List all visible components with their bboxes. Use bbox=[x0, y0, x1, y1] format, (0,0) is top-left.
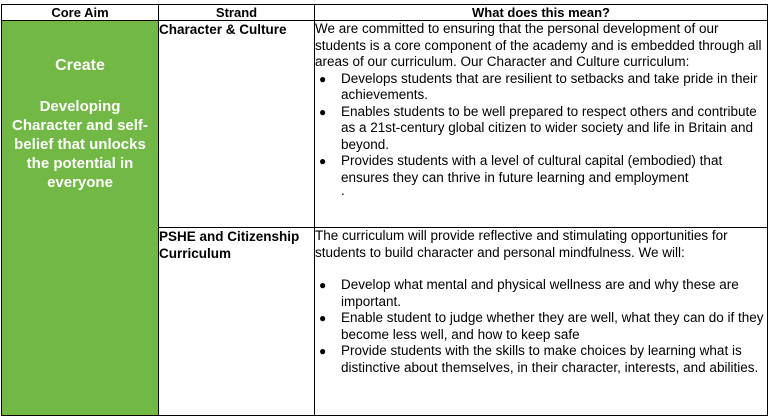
header-meaning: What does this mean? bbox=[315, 5, 768, 21]
meaning-list bbox=[315, 71, 767, 187]
strand-cell: PSHE and Citizenship Curriculum bbox=[159, 228, 315, 416]
meaning-intro: The curriculum will provide reflective and stimulating opportunities for students to build character and personal mindfulness. We will: bbox=[315, 228, 728, 260]
trailing-period: . bbox=[341, 183, 345, 198]
list-item bbox=[315, 71, 767, 104]
meaning-cell bbox=[315, 228, 768, 416]
list-item bbox=[315, 343, 767, 376]
list-item-text: Enables students to be well prepared to respect others and contribute as a 21st-century global citizen to wider society and life in Britain and beyond. bbox=[341, 103, 757, 152]
list-item bbox=[315, 153, 767, 186]
list-item-text: Develop what mental and physical wellness are and why these are important. bbox=[341, 277, 739, 309]
header-strand: Strand bbox=[159, 5, 315, 21]
meaning-list bbox=[315, 277, 767, 376]
list-item bbox=[315, 310, 767, 343]
list-item-text: Enable student to judge whether they are well, what they can do if they become less well, and how to keep safe bbox=[341, 310, 764, 342]
core-aim-title: Create bbox=[55, 57, 105, 74]
list-item bbox=[315, 104, 767, 154]
list-item-text: Provides students with a level of cultural capital (embodied) that ensures they can thrive in future learning and employment bbox=[341, 153, 723, 185]
bullet-icon: ● bbox=[319, 104, 327, 119]
bullet-icon: ● bbox=[319, 71, 327, 86]
core-aim-cell bbox=[2, 21, 159, 416]
list-item-text: Provide students with the skills to make choices by learning what is distinctive about themselves, in their character, interests, and abilities. bbox=[341, 343, 759, 375]
core-aim-description: Developing Character and self-belief that unlocks the potential in everyone bbox=[12, 98, 148, 191]
header-core-aim: Core Aim bbox=[2, 5, 159, 21]
header-row bbox=[2, 5, 768, 21]
meaning-intro: We are committed to ensuring that the personal development of our students is a core component of the academy and is embedded through all areas of our curriculum. Our Character and Culture curriculum: bbox=[315, 21, 762, 69]
list-item-text: Develops students that are resilient to setbacks and take pride in their achievements. bbox=[341, 70, 758, 102]
curriculum-table bbox=[1, 4, 768, 416]
bullet-icon: ● bbox=[319, 311, 327, 325]
strand-cell: Character & Culture bbox=[159, 21, 315, 228]
table-row-character-culture bbox=[2, 21, 768, 228]
bullet-icon: ● bbox=[319, 278, 327, 292]
list-item bbox=[315, 277, 767, 310]
meaning-cell bbox=[315, 21, 768, 228]
spacer bbox=[315, 261, 767, 277]
bullet-icon: ● bbox=[319, 344, 327, 358]
bullet-icon: ● bbox=[319, 154, 327, 168]
